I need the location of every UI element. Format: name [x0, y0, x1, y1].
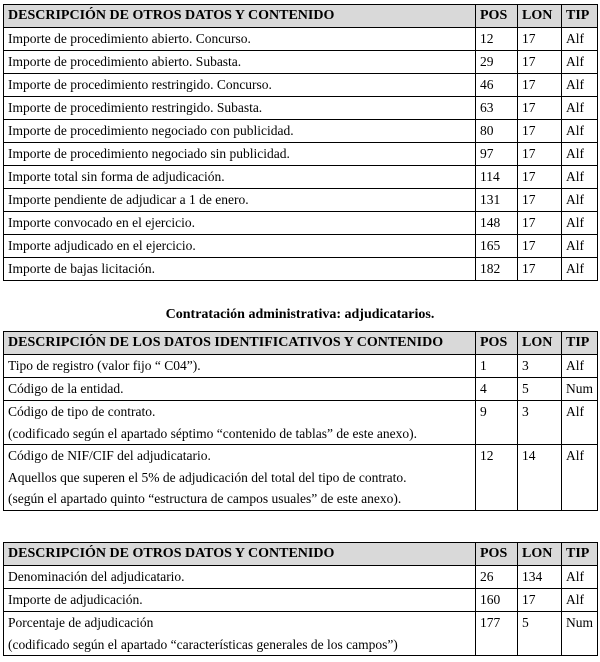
cell-descripcion: Importe de procedimiento negociado con publicidad.	[4, 120, 476, 143]
description-line: (codificado según el apartado “características generales de los campos”)	[8, 636, 398, 652]
cell-pos: 9	[476, 401, 518, 445]
cell-descripcion	[4, 401, 476, 445]
cell-tip: Alf	[562, 120, 598, 143]
cell-lon: 3	[518, 401, 562, 445]
cell-pos: 12	[476, 28, 518, 51]
header-descripcion: DESCRIPCIÓN DE LOS DATOS IDENTIFICATIVOS Y CONTENIDO	[4, 332, 476, 355]
table-row	[4, 589, 598, 612]
cell-pos: 4	[476, 378, 518, 401]
table-row	[4, 28, 598, 51]
table-row	[4, 97, 598, 120]
cell-pos: 165	[476, 235, 518, 258]
table-row	[4, 612, 598, 656]
cell-descripcion	[4, 589, 476, 612]
cell-lon: 17	[518, 74, 562, 97]
table-row	[4, 143, 598, 166]
description-line: Aquellos que superen el 5% de adjudicación del total del tipo de contrato.	[8, 469, 407, 485]
table-row	[4, 235, 598, 258]
description-line: Código de tipo de contrato.	[8, 404, 156, 419]
table-row	[4, 51, 598, 74]
header-lon: LON	[518, 543, 562, 566]
cell-lon: 17	[518, 212, 562, 235]
cell-descripcion	[4, 612, 476, 656]
table-row	[4, 445, 598, 511]
cell-pos: 160	[476, 589, 518, 612]
cell-pos: 1	[476, 355, 518, 378]
header-tip: TIP	[562, 5, 598, 28]
table-row	[4, 355, 598, 378]
cell-pos: 29	[476, 51, 518, 74]
table-row	[4, 189, 598, 212]
cell-tip: Alf	[562, 401, 598, 445]
description-line: Importe de adjudicación.	[8, 592, 143, 607]
cell-lon: 5	[518, 378, 562, 401]
cell-pos: 26	[476, 566, 518, 589]
cell-tip: Num	[562, 612, 598, 656]
cell-tip: Alf	[562, 166, 598, 189]
header-tip: TIP	[562, 543, 598, 566]
cell-tip: Alf	[562, 258, 598, 281]
cell-descripcion: Importe de bajas licitación.	[4, 258, 476, 281]
header-descripcion: DESCRIPCIÓN DE OTROS DATOS Y CONTENIDO	[4, 543, 476, 566]
description-line: (según el apartado quinto “estructura de campos usuales” de este anexo).	[8, 491, 402, 506]
cell-pos: 46	[476, 74, 518, 97]
table-row	[4, 378, 598, 401]
cell-tip: Alf	[562, 143, 598, 166]
header-tip: TIP	[562, 332, 598, 355]
cell-lon: 17	[518, 189, 562, 212]
table-row	[4, 120, 598, 143]
cell-descripcion: Importe convocado en el ejercicio.	[4, 212, 476, 235]
cell-pos: 80	[476, 120, 518, 143]
cell-descripcion	[4, 445, 476, 511]
table-datos-identificativos	[3, 331, 598, 511]
table-row	[4, 212, 598, 235]
cell-pos: 114	[476, 166, 518, 189]
description-line: Código de la entidad.	[8, 381, 124, 396]
cell-lon: 5	[518, 612, 562, 656]
cell-tip: Alf	[562, 445, 598, 511]
table-header-row	[4, 5, 598, 28]
cell-pos: 182	[476, 258, 518, 281]
header-pos: POS	[476, 5, 518, 28]
cell-tip: Num	[562, 378, 598, 401]
cell-lon: 134	[518, 566, 562, 589]
cell-pos: 12	[476, 445, 518, 511]
cell-lon: 17	[518, 97, 562, 120]
description-line: (codificado según el apartado séptimo “contenido de tablas” de este anexo).	[8, 425, 417, 441]
cell-pos: 177	[476, 612, 518, 656]
table-row	[4, 566, 598, 589]
table-row	[4, 166, 598, 189]
cell-descripcion: Importe total sin forma de adjudicación.	[4, 166, 476, 189]
cell-descripcion: Importe adjudicado en el ejercicio.	[4, 235, 476, 258]
cell-lon: 17	[518, 28, 562, 51]
description-line: Tipo de registro (valor fijo “ C04”).	[8, 358, 201, 373]
cell-lon: 17	[518, 235, 562, 258]
cell-tip: Alf	[562, 566, 598, 589]
header-lon: LON	[518, 332, 562, 355]
table-otros-datos-2	[3, 542, 598, 656]
table-otros-datos-1	[3, 4, 598, 281]
cell-descripcion: Importe de procedimiento restringido. Concurso.	[4, 74, 476, 97]
cell-descripcion: Importe de procedimiento abierto. Subasta.	[4, 51, 476, 74]
cell-lon: 17	[518, 51, 562, 74]
cell-pos: 131	[476, 189, 518, 212]
cell-tip: Alf	[562, 189, 598, 212]
cell-descripcion: Importe de procedimiento restringido. Subasta.	[4, 97, 476, 120]
description-line: Código de NIF/CIF del adjudicatario.	[8, 448, 211, 463]
header-lon: LON	[518, 5, 562, 28]
table-row	[4, 401, 598, 445]
cell-descripcion	[4, 355, 476, 378]
table-row	[4, 74, 598, 97]
cell-pos: 63	[476, 97, 518, 120]
cell-tip: Alf	[562, 235, 598, 258]
cell-tip: Alf	[562, 74, 598, 97]
cell-lon: 17	[518, 589, 562, 612]
cell-descripcion: Importe pendiente de adjudicar a 1 de enero.	[4, 189, 476, 212]
cell-pos: 97	[476, 143, 518, 166]
cell-descripcion: Importe de procedimiento negociado sin publicidad.	[4, 143, 476, 166]
cell-tip: Alf	[562, 212, 598, 235]
cell-lon: 17	[518, 258, 562, 281]
header-pos: POS	[476, 543, 518, 566]
table-header-row	[4, 332, 598, 355]
cell-lon: 14	[518, 445, 562, 511]
cell-lon: 17	[518, 143, 562, 166]
cell-lon: 17	[518, 166, 562, 189]
cell-lon: 17	[518, 120, 562, 143]
cell-descripcion	[4, 566, 476, 589]
header-pos: POS	[476, 332, 518, 355]
cell-tip: Alf	[562, 355, 598, 378]
description-line: Denominación del adjudicatario.	[8, 569, 185, 584]
cell-tip: Alf	[562, 97, 598, 120]
cell-tip: Alf	[562, 589, 598, 612]
section-title: Contratación administrativa: adjudicatarios.	[165, 307, 435, 322]
cell-descripcion: Importe de procedimiento abierto. Concurso.	[4, 28, 476, 51]
header-descripcion: DESCRIPCIÓN DE OTROS DATOS Y CONTENIDO	[4, 5, 476, 28]
cell-lon: 3	[518, 355, 562, 378]
cell-tip: Alf	[562, 28, 598, 51]
table-row	[4, 258, 598, 281]
cell-pos: 148	[476, 212, 518, 235]
cell-descripcion	[4, 378, 476, 401]
description-line: Porcentaje de adjudicación	[8, 615, 154, 630]
table-header-row	[4, 543, 598, 566]
cell-tip: Alf	[562, 51, 598, 74]
